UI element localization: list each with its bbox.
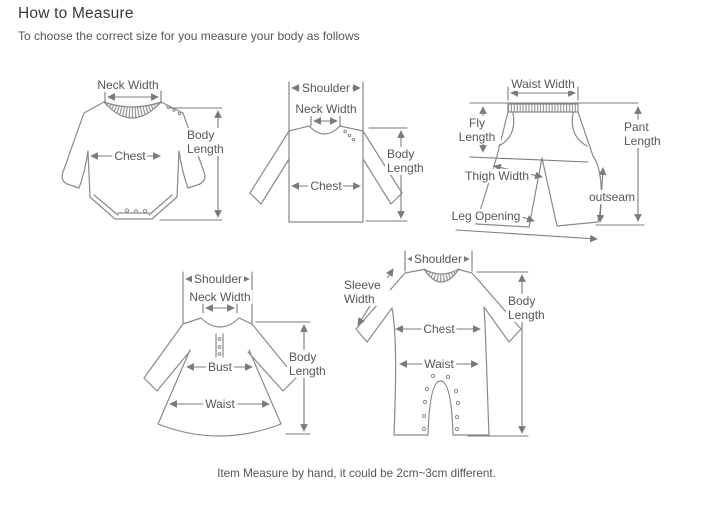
romper-waist-label: Waist	[424, 356, 454, 371]
dress-shoulder-label: Shoulder	[193, 271, 243, 286]
dress-body-length-label: Body Length	[287, 350, 335, 378]
pants-outseam-label: outseam	[588, 189, 636, 204]
page-subtitle: To choose the correct size for you measure your body as follows	[18, 29, 360, 43]
top-body-length-label: Body Length	[385, 147, 433, 175]
top-neck-width-label: Neck Width	[295, 101, 357, 116]
romper-body-length-label: Body Length	[506, 294, 554, 322]
romper-chest-label: Chest	[423, 321, 455, 336]
dress-bust-label: Bust	[207, 359, 233, 374]
measure-tolerance-note: Item Measure by hand, it could be 2cm~3cm different.	[217, 467, 496, 480]
pants-leg-opening-label: Leg Opening	[451, 208, 521, 223]
pants-waist-width-label: Waist Width	[511, 76, 575, 91]
pants-pant-length-label: Pant Length	[622, 120, 670, 148]
bodysuit-body-length-label: Body Length	[185, 128, 233, 156]
pants-thigh-width-label: Thigh Width	[464, 168, 530, 183]
dress-neck-width-label: Neck Width	[189, 289, 251, 304]
dress-waist-label: Waist	[205, 396, 235, 411]
bodysuit-chest-label: Chest	[114, 148, 146, 163]
page-title: How to Measure	[18, 5, 134, 22]
top-shoulder-label: Shoulder	[301, 80, 351, 95]
romper-shoulder-label: Shoulder	[413, 251, 463, 266]
pants-fly-length-label: Fly Length	[453, 116, 501, 144]
romper-sleeve-width-label: Sleeve Width	[342, 278, 390, 306]
bodysuit-neck-width-label: Neck Width	[97, 77, 159, 92]
top-chest-label: Chest	[310, 178, 342, 193]
